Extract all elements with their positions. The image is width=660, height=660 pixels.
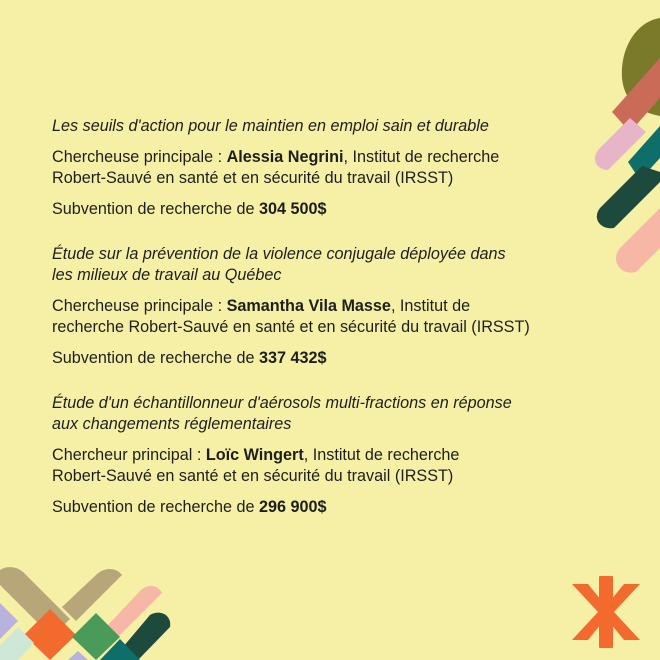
researcher-line (52, 147, 612, 189)
grant-label: Subvention de recherche de (52, 498, 255, 516)
grant-amount: 337 432$ (259, 349, 327, 367)
institute-text: Robert-Sauvé en santé et en sécurité du travail (IRSST) (52, 169, 454, 187)
project-title-line: les milieux de travail au Québec (52, 266, 282, 284)
researcher-name: Loïc Wingert (205, 446, 304, 464)
bottom-left-shapes-decoration (0, 565, 175, 660)
project-title-line: Étude sur la prévention de la violence conjugale déployée dans (52, 245, 506, 263)
researcher-role: Chercheuse principale : (52, 148, 223, 166)
grant-line (52, 199, 612, 220)
asterisk-logo-icon (570, 576, 642, 648)
grant-label: Subvention de recherche de (52, 200, 255, 218)
grant-amount: 304 500$ (259, 200, 327, 218)
project-item (52, 116, 612, 220)
project-item (52, 244, 612, 369)
project-title: Les seuils d'action pour le maintien en emploi sain et durable (52, 117, 489, 135)
grant-line (52, 497, 612, 518)
project-title (52, 244, 612, 286)
grants-list (52, 116, 612, 542)
institute-text: , Institut de (390, 297, 471, 315)
researcher-role: Chercheuse principale : (52, 297, 223, 315)
project-item (52, 393, 612, 518)
institute-text: recherche Robert-Sauvé en santé et en sécurité du travail (IRSST) (52, 318, 530, 336)
researcher-line (52, 445, 612, 487)
grant-amount: 296 900$ (259, 498, 327, 516)
project-title-line: aux changements réglementaires (52, 415, 292, 433)
grant-label: Subvention de recherche de (52, 349, 255, 367)
grant-line (52, 348, 612, 369)
institute-text: , Institut de recherche (303, 446, 460, 464)
institute-text: Robert-Sauvé en santé et en sécurité du travail (IRSST) (52, 467, 454, 485)
researcher-line (52, 296, 612, 338)
project-title (52, 393, 612, 435)
researcher-name: Alessia Negrini (226, 148, 344, 166)
institute-text: , Institut de recherche (343, 148, 500, 166)
project-title-line: Étude d'un échantillonneur d'aérosols multi-fractions en réponse (52, 394, 512, 412)
researcher-role: Chercheur principal : (52, 446, 202, 464)
researcher-name: Samantha Vila Masse (226, 297, 391, 315)
